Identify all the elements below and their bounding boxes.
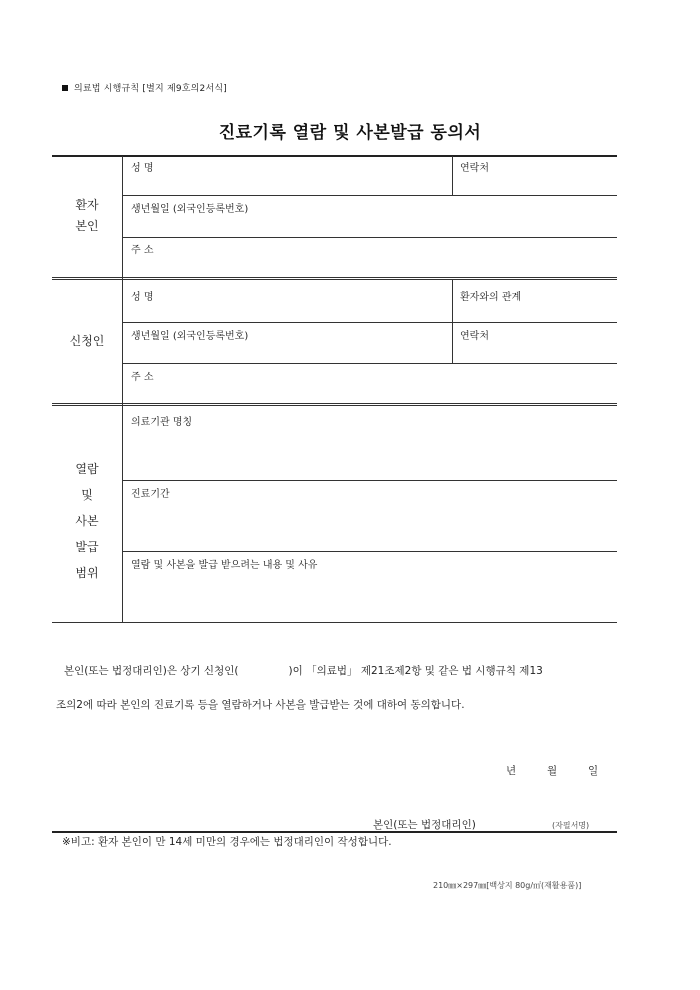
scope-section-line: 범위	[75, 566, 99, 580]
patient-contact-label: 연락처	[460, 163, 489, 174]
treatment-period-label: 진료기간	[131, 489, 170, 500]
applicant-contact-label: 연락처	[460, 331, 489, 342]
signature-label: 본인(또는 법정대리인)	[373, 819, 476, 831]
patient-section-line: 환자	[75, 198, 99, 212]
paper-spec: 210㎜×297㎜[백상지 80g/㎡(재활용품)]	[433, 881, 582, 890]
section-divider	[52, 403, 617, 406]
cell-divider	[452, 280, 453, 363]
scope-section-line: 발급	[75, 540, 99, 554]
signature-rule	[52, 831, 617, 833]
date-month-label: 월	[547, 765, 558, 777]
consent-line-1: 본인(또는 법정대리인)은 상기 신청인( )이 「의료법」 제21조제2항 및 같은 법 시행규칙 제13	[64, 665, 543, 677]
applicant-address-label: 주 소	[131, 372, 154, 383]
consent-line-2: 조의2에 따라 본인의 진료기록 등을 열람하거나 사본을 발급받는 것에 대하여 동의합니다.	[56, 699, 465, 711]
table-top-border	[52, 155, 617, 157]
applicant-section-label: 신청인	[69, 334, 105, 348]
table-rule	[122, 551, 617, 552]
date-day-label: 일	[588, 765, 599, 777]
label-column-divider	[122, 156, 123, 622]
patient-address-label: 주 소	[131, 245, 154, 256]
remark-note: ※비고: 환자 본인이 만 14세 미만의 경우에는 법정대리인이 작성합니다.	[62, 836, 392, 848]
square-bullet-icon	[62, 85, 68, 91]
applicant-name-label: 성 명	[131, 292, 154, 303]
date-year-label: 년	[506, 765, 517, 777]
section-divider	[52, 277, 617, 280]
scope-section-line: 및	[81, 488, 93, 502]
table-rule	[122, 237, 617, 238]
request-content-label: 열람 및 사본을 발급 받으려는 내용 및 사유	[131, 560, 318, 571]
form-reference-text: 의료법 시행규칙 [별지 제9호의2서식]	[74, 84, 227, 94]
scope-section-label	[52, 456, 122, 586]
patient-section-label	[52, 195, 122, 237]
page-title: 진료기록 열람 및 사본발급 동의서	[218, 123, 482, 143]
patient-birth-label: 생년월일 (외국인등록번호)	[131, 204, 249, 215]
table-rule	[122, 480, 617, 481]
form-reference-note	[62, 81, 227, 94]
table-rule	[122, 363, 617, 364]
table-rule	[122, 195, 617, 196]
patient-section-line: 본인	[75, 219, 99, 233]
patient-name-label: 성 명	[131, 163, 154, 174]
applicant-birth-label: 생년월일 (외국인등록번호)	[131, 331, 249, 342]
table-rule	[122, 322, 617, 323]
applicant-relation-label: 환자와의 관계	[460, 292, 522, 303]
signature-note: (자필서명)	[552, 821, 590, 830]
scope-section-line: 사본	[75, 514, 99, 528]
table-bottom-border	[52, 622, 617, 623]
cell-divider	[452, 156, 453, 195]
scope-section-line: 열람	[75, 462, 99, 476]
institution-name-label: 의료기관 명칭	[131, 417, 193, 428]
